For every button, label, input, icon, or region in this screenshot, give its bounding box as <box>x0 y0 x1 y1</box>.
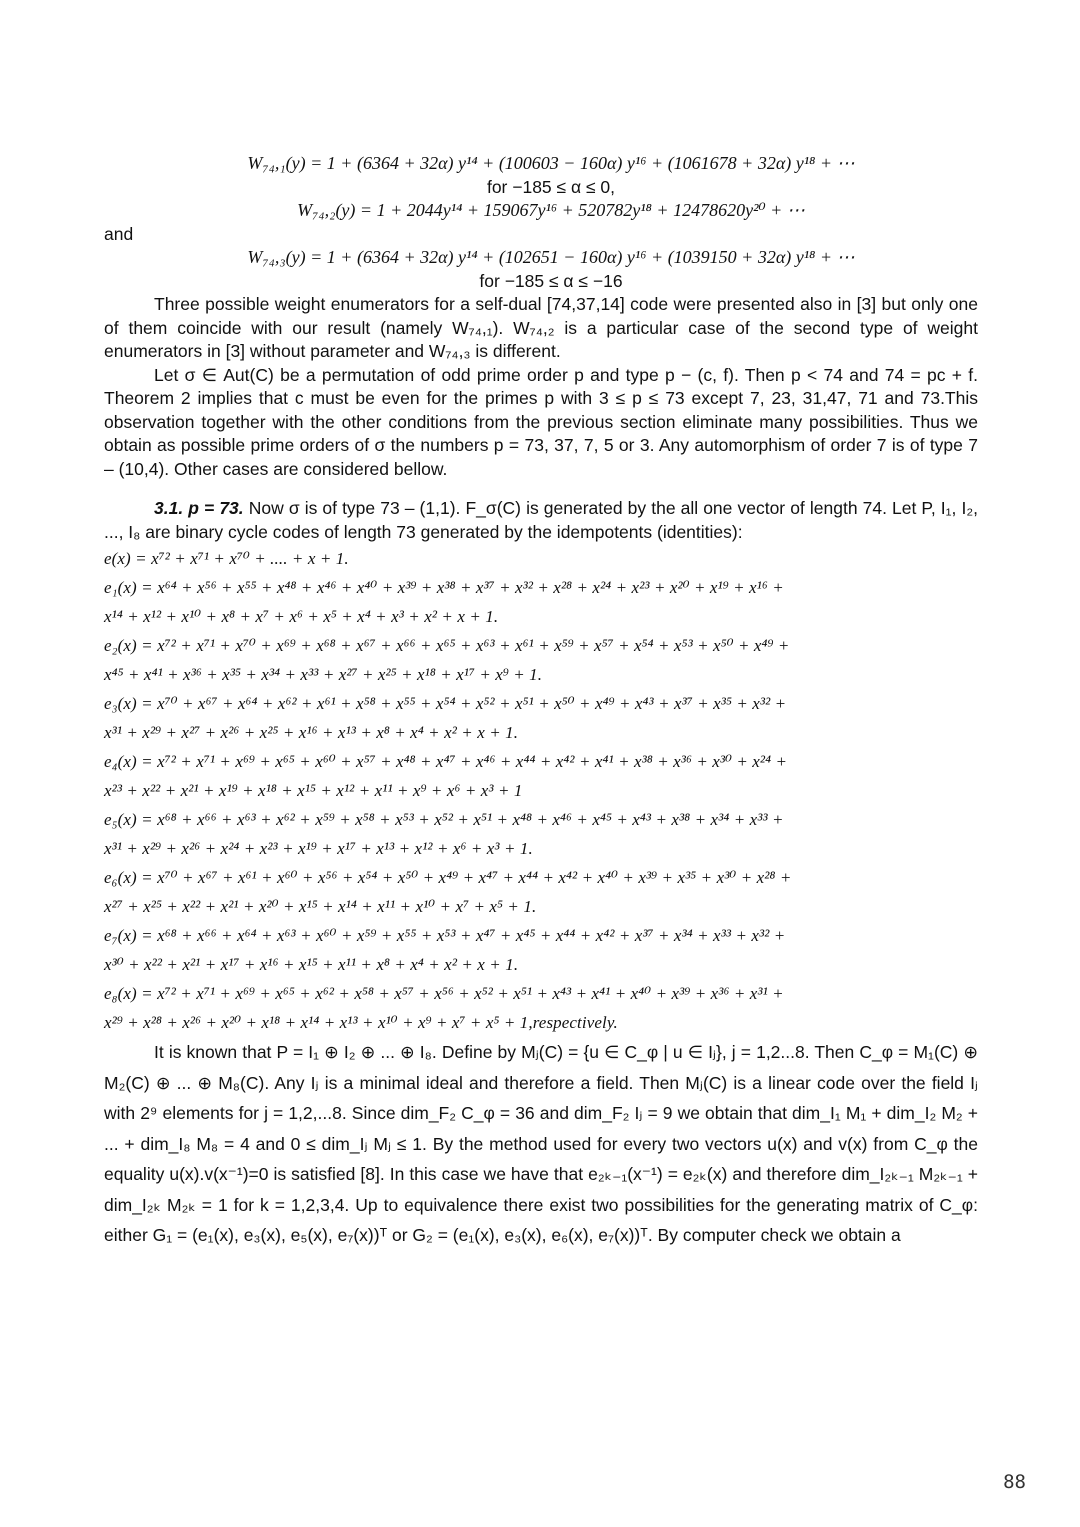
poly-e6-b: x²⁷ + x²⁵ + x²² + x²¹ + x²⁰ + x¹⁵ + x¹⁴ + x¹¹ + x¹⁰ + x⁷ + x⁵ + 1. <box>104 897 537 916</box>
page-number: 88 <box>1003 1471 1026 1493</box>
poly-e4-a: e₄(x) = x⁷² + x⁷¹ + x⁶⁹ + x⁶⁵ + x⁶⁰ + x⁵⁷ + x⁴⁸ + x⁴⁷ + x⁴⁶ + x⁴⁴ + x⁴² + x⁴¹ + x³⁸ + x³⁶ + x³⁰ + x²⁴ + <box>104 752 788 771</box>
page-body <box>104 152 978 1251</box>
section-heading: 3.1. p = 73. <box>154 498 244 518</box>
section-body: Now σ is of type 73 – (1,1). F_σ(C) is generated by the all one vector of length 74. Let P, I₁, I₂, ..., I₈ are binary cycle codes of length 73 generated by the idempotents (identities): <box>104 498 978 542</box>
conjunction-and: and <box>104 223 134 244</box>
spacer <box>104 481 978 497</box>
idempotent-list <box>104 544 978 1037</box>
paragraph-automorphism: Let σ ∈ Aut(C) be a permutation of odd prime order p and type p − (c, f). Then p < 74 and 74 = pc + f. Theorem 2 implies that c must be even for the primes p with 3 ≤ p ≤ 73 except 7, 23, 31,47, 71 and 73.This observation together with the other conditions from the previous section eliminate many possibilities. Thus we obtain as possible prime orders of σ the numbers p = 73, 37, 7, 5 or 3. Any automorphism of order 7 is of type 7 – (10,4). Other cases are considered bellow. <box>104 364 978 479</box>
poly-e: e(x) = x⁷² + x⁷¹ + x⁷⁰ + .... + x + 1. <box>104 549 349 568</box>
weight-enumerator-2: W₇₄,₂(y) = 1 + 2044y¹⁴ + 159067y¹⁶ + 520782y¹⁸ + 12478620y²⁰ + ⋯ <box>297 200 805 220</box>
poly-e1-b: x¹⁴ + x¹² + x¹⁰ + x⁸ + x⁷ + x⁶ + x⁵ + x⁴ + x³ + x² + x + 1. <box>104 607 499 626</box>
poly-e2-a: e₂(x) = x⁷² + x⁷¹ + x⁷⁰ + x⁶⁹ + x⁶⁸ + x⁶⁷ + x⁶⁶ + x⁶⁵ + x⁶³ + x⁶¹ + x⁵⁹ + x⁵⁷ + x⁵⁴ + x⁵³ + x⁵⁰ + x⁴⁹ + <box>104 636 790 655</box>
paragraph-section-3-1 <box>104 497 978 544</box>
poly-e1-a: e₁(x) = x⁶⁴ + x⁵⁶ + x⁵⁵ + x⁴⁸ + x⁴⁶ + x⁴⁰ + x³⁹ + x³⁸ + x³⁷ + x³² + x²⁸ + x²⁴ + x²³ + x²⁰ + x¹⁹ + x¹⁶ + <box>104 578 784 597</box>
poly-e5-b: x³¹ + x²⁹ + x²⁶ + x²⁴ + x²³ + x¹⁹ + x¹⁷ + x¹³ + x¹² + x⁶ + x³ + 1. <box>104 839 533 858</box>
paragraph-weight-enumerators: Three possible weight enumerators for a self-dual [74,37,14] code were presented also in [3] but only one of them coincide with our result (namely W₇₄,₁). W₇₄,₂ is a particular case of the second type of weight enumerators in [3] without parameter and W₇₄,₃ is different. <box>104 294 978 361</box>
weight-enumerator-1-range: for −185 ≤ α ≤ 0, <box>486 176 616 197</box>
poly-e8-b: x²⁹ + x²⁸ + x²⁶ + x²⁰ + x¹⁸ + x¹⁴ + x¹³ + x¹⁰ + x⁹ + x⁷ + x⁵ + 1,respectively. <box>104 1013 618 1032</box>
poly-e7-a: e₇(x) = x⁶⁸ + x⁶⁶ + x⁶⁴ + x⁶³ + x⁶⁰ + x⁵⁹ + x⁵⁵ + x⁵³ + x⁴⁷ + x⁴⁵ + x⁴⁴ + x⁴² + x³⁷ + x³⁴ + x³³ + x³² + <box>104 926 786 945</box>
poly-e3-b: x³¹ + x²⁹ + x²⁷ + x²⁶ + x²⁵ + x¹⁶ + x¹³ + x⁸ + x⁴ + x² + x + 1. <box>104 723 519 742</box>
paragraph-decomposition: It is known that P = I₁ ⊕ I₂ ⊕ ... ⊕ I₈. Define by Mⱼ(C) = {u ∈ C_φ | u ∈ Iⱼ}, j = 1,2...8. Then C_φ = M₁(C) ⊕ M₂(C) ⊕ ... ⊕ M₈(C). Any Iⱼ is a minimal ideal and therefore a field. Then Mⱼ(C) is a linear code over the field Iⱼ with 2⁹ elements for j = 1,2,...8. Since dim_F₂ C_φ = 36 and dim_F₂ Iⱼ = 9 we obtain that dim_I₁ M₁ + dim_I₂ M₂ + ... + dim_I₈ M₈ = 4 and 0 ≤ dim_Iⱼ Mⱼ ≤ 1. By the method used for every two vectors u(x) and v(x) from C_φ the equality u(x).v(x⁻¹)=0 is satisfied [8]. In this case we have that e₂ₖ₋₁(x⁻¹) = e₂ₖ(x) and therefore dim_I₂ₖ₋₁ M₂ₖ₋₁ + dim_I₂ₖ M₂ₖ = 1 for k = 1,2,3,4. Up to equivalence there exist two possibilities for the generating matrix of C_φ: either G₁ = (e₁(x), e₃(x), e₅(x), e₇(x))ᵀ or G₂ = (e₁(x), e₃(x), e₆(x), e₇(x))ᵀ. By computer check we obtain a <box>104 1042 978 1245</box>
poly-e6-a: e₆(x) = x⁷⁰ + x⁶⁷ + x⁶¹ + x⁶⁰ + x⁵⁶ + x⁵⁴ + x⁵⁰ + x⁴⁹ + x⁴⁷ + x⁴⁴ + x⁴² + x⁴⁰ + x³⁹ + x³⁵ + x³⁰ + x²⁸ + <box>104 868 792 887</box>
poly-e2-b: x⁴⁵ + x⁴¹ + x³⁶ + x³⁵ + x³⁴ + x³³ + x²⁷ + x²⁵ + x¹⁸ + x¹⁷ + x⁹ + 1. <box>104 665 543 684</box>
poly-e4-b: x²³ + x²² + x²¹ + x¹⁹ + x¹⁸ + x¹⁵ + x¹² + x¹¹ + x⁹ + x⁶ + x³ + 1 <box>104 781 523 800</box>
poly-e8-a: e₈(x) = x⁷² + x⁷¹ + x⁶⁹ + x⁶⁵ + x⁶² + x⁵⁸ + x⁵⁷ + x⁵⁶ + x⁵² + x⁵¹ + x⁴³ + x⁴¹ + x⁴⁰ + x³⁹ + x³⁶ + x³¹ + <box>104 984 784 1003</box>
poly-e3-a: e₃(x) = x⁷⁰ + x⁶⁷ + x⁶⁴ + x⁶² + x⁶¹ + x⁵⁸ + x⁵⁵ + x⁵⁴ + x⁵² + x⁵¹ + x⁵⁰ + x⁴⁹ + x⁴³ + x³⁷ + x³⁵ + x³² + <box>104 694 787 713</box>
weight-enumerator-1: W₇₄,₁(y) = 1 + (6364 + 32α) y¹⁴ + (100603 − 160α) y¹⁶ + (1061678 + 32α) y¹⁸ + ⋯ <box>247 153 855 173</box>
weight-enumerator-3-range: for −185 ≤ α ≤ −16 <box>479 270 623 291</box>
poly-e5-a: e₅(x) = x⁶⁸ + x⁶⁶ + x⁶³ + x⁶² + x⁵⁹ + x⁵⁸ + x⁵³ + x⁵² + x⁵¹ + x⁴⁸ + x⁴⁶ + x⁴⁵ + x⁴³ + x³⁸ + x³⁴ + x³³ + <box>104 810 784 829</box>
weight-enumerator-3: W₇₄,₃(y) = 1 + (6364 + 32α) y¹⁴ + (102651 − 160α) y¹⁶ + (1039150 + 32α) y¹⁸ + ⋯ <box>247 247 855 267</box>
poly-e7-b: x³⁰ + x²² + x²¹ + x¹⁷ + x¹⁶ + x¹⁵ + x¹¹ + x⁸ + x⁴ + x² + x + 1. <box>104 955 519 974</box>
